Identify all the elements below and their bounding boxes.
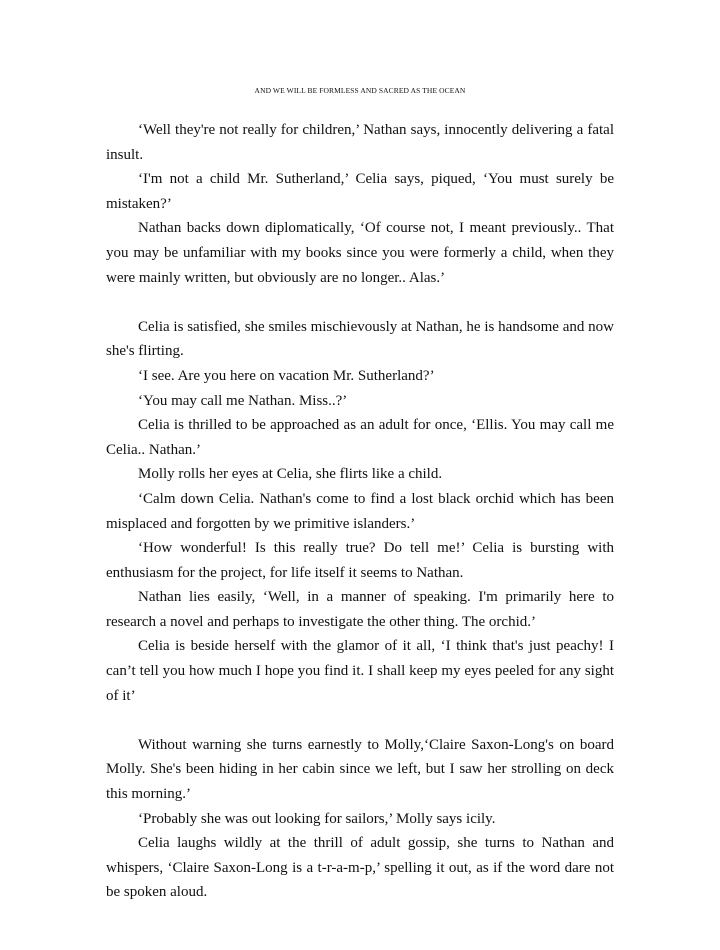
paragraph: Molly rolls her eyes at Celia, she flirts like a child. xyxy=(138,466,443,483)
paragraph: Celia laughs wildly at the thrill of adult gossip, she turns to Nathan and whispers, ‘Claire Saxon-Long is a t-r-a-m-p,’ spelling it out, as if the word dare not be spoken aloud. xyxy=(106,835,614,901)
running-header: AND WE WILL BE FORMLESS AND SACRED AS THE OCEAN xyxy=(254,86,466,95)
paragraph: ‘I'm not a child Mr. Sutherland,’ Celia says, piqued, ‘You must surely be mistaken?’ xyxy=(106,171,614,212)
paragraph: Celia is beside herself with the glamor of it all, ‘I think that's just peachy! I can’t tell you how much I hope you find it. I shall keep my eyes peeled for any sight of it’ xyxy=(106,638,614,704)
paragraph: Nathan backs down diplomatically, ‘Of course not, I meant previously.. That you may be unfamiliar with my books since you were formerly a child, when they were mainly written, but obviously are no longer.. Alas.’ xyxy=(106,220,614,286)
scene-break xyxy=(106,708,614,733)
paragraph: ‘I see. Are you here on vacation Mr. Sutherland?’ xyxy=(138,367,435,384)
paragraph: ‘Well they're not really for children,’ Nathan says, innocently delivering a fatal insult. xyxy=(106,122,614,163)
paragraph: ‘You may call me Nathan. Miss..?’ xyxy=(138,392,348,409)
paragraph: ‘Probably she was out looking for sailors,’ Molly says icily. xyxy=(138,810,496,827)
paragraph: ‘Calm down Celia. Nathan's come to find a lost black orchid which has been misplaced and forgotten by we primitive islanders.’ xyxy=(106,490,614,532)
body-text xyxy=(106,118,614,905)
paragraph: Celia is satisfied, she smiles mischievously at Nathan, he is handsome and now she's flirting. xyxy=(106,318,614,360)
paragraph: Nathan lies easily, ‘Well, in a manner of speaking. I'm primarily here to research a novel and perhaps to investigate the other thing. The orchid.’ xyxy=(106,589,614,630)
paragraph: Celia is thrilled to be approached as an adult for once, ‘Ellis. You may call me Celia.. Nathan.’ xyxy=(106,417,614,458)
scene-break xyxy=(106,290,614,315)
paragraph: ‘How wonderful! Is this really true? Do tell me!’ Celia is bursting with enthusiasm for the project, for life itself it seems to Nathan. xyxy=(106,540,614,581)
paragraph: Without warning she turns earnestly to Molly,‘Claire Saxon-Long's on board Molly. She's been hiding in her cabin since we left, but I saw her strolling on deck this morning.’ xyxy=(106,736,614,803)
